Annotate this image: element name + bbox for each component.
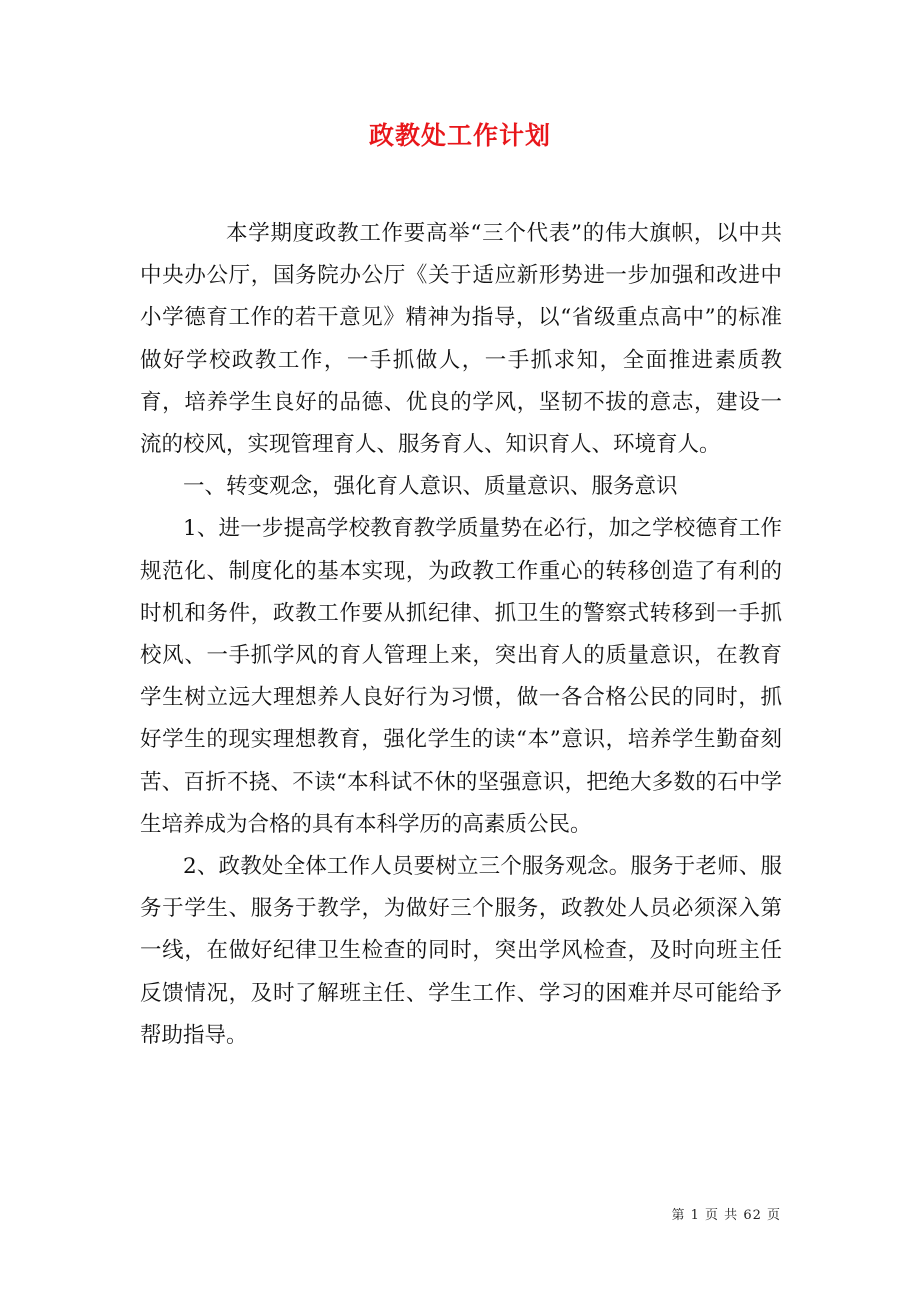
document-title: 政教处工作计划 bbox=[368, 121, 551, 150]
paragraph-item-2: 2、政教处全体工作人员要树立三个服务观念。服务于老师、服务于学生、服务于教学，为做好三个服务，政教处人员必须深入第一线，在做好纪律卫生检查的同时，突出学风检查，及时向班主任反馈情况，及时了解班主任、学生工作、学习的困难并尽可能给予帮助指导。 bbox=[140, 854, 782, 1048]
page-number: 第 1 页 共 62 页 bbox=[671, 1208, 781, 1223]
paragraph-item-1: 1、进一步提高学校教育教学质量势在必行，加之学校德育工作规范化、制度化的基本实现，为政教工作重心的转移创造了有利的时机和务件，政教工作要从抓纪律、抓卫生的警察式转移到一手抓校风、一手抓学风的育人管理上来，突出育人的质量意识，在教育学生树立远大理想养人良好行为习惯，做一各合格公民的同时，抓好学生的现实理想教育，强化学生的读“本”意识，培养学生勤奋刻苦、百折不挠、不读“本科试不休的坚强意识，把绝大多数的石中学生培养成为合格的具有本科学历的高素质公民。 bbox=[140, 516, 782, 837]
document-body bbox=[140, 213, 782, 1057]
intro-paragraph: 本学期度政教工作要高举“三个代表”的伟大旗帜，以中共中央办公厅，国务院办公厅《关于适应新形势进一步加强和改进中小学德育工作的若干意见》精神为指导，以“省级重点高中”的标准做好学校政教工作，一手抓做人，一手抓求知，全面推进素质教育，培养学生良好的品德、优良的学风，坚韧不拔的意志，建设一流的校风，实现管理育人、服务育人、知识育人、环境育人。 bbox=[140, 221, 782, 458]
section-heading-1: 一、转变观念，强化育人意识、质量意识、服务意识 bbox=[183, 474, 678, 500]
